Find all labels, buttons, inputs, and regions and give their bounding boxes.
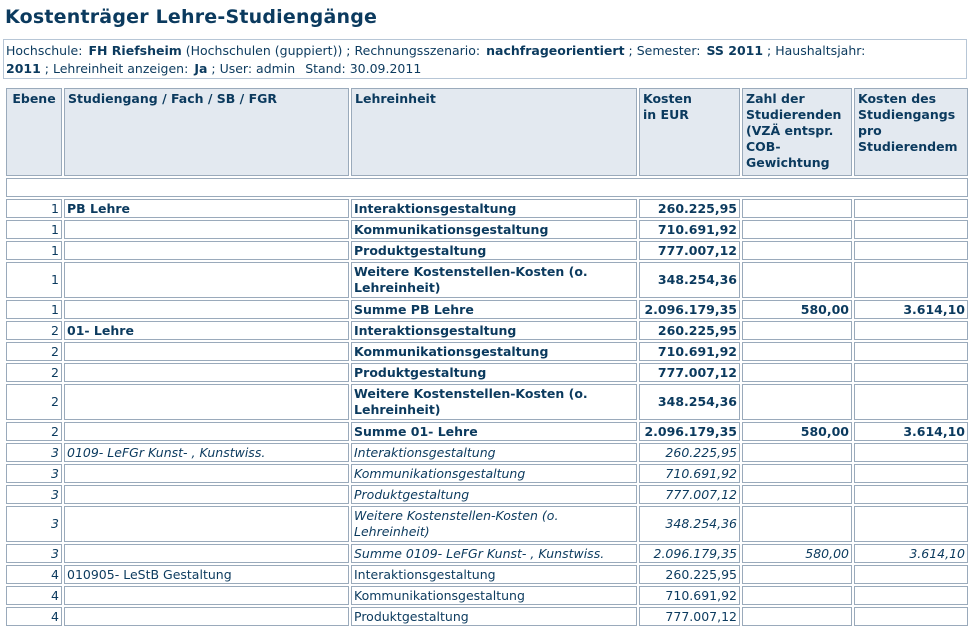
- header-kosten-line: Kosten: [643, 91, 692, 106]
- cell-ebene: 3: [6, 464, 62, 483]
- lehreinheit-label: ; Lehreinheit anzeigen:: [44, 61, 189, 76]
- semester-label: ; Semester:: [628, 43, 701, 58]
- cell-kosten: 777.007,12: [639, 607, 740, 626]
- cell-lehreinheit: Interaktionsgestaltung: [351, 565, 637, 584]
- cell-zahl: [742, 443, 852, 462]
- cell-kosten: 777.007,12: [639, 485, 740, 504]
- table-row: [6, 199, 968, 218]
- table-row: [6, 422, 968, 441]
- cell-ebene: 2: [6, 422, 62, 441]
- table-row: [6, 586, 968, 605]
- cell-zahl: [742, 506, 852, 542]
- cell-studiengang: 010905- LeStB Gestaltung: [64, 565, 349, 584]
- stand-label: Stand: 30.09.2011: [305, 61, 422, 76]
- table-row: [6, 384, 968, 420]
- cell-kps: 3.614,10: [854, 544, 968, 563]
- cell-kosten: 348.254,36: [639, 262, 740, 298]
- cell-ebene: 3: [6, 544, 62, 563]
- cell-zahl: 580,00: [742, 544, 852, 563]
- cell-lehreinheit: Weitere Kostenstellen-Kosten (o. Lehreinheit): [351, 384, 637, 420]
- cell-studiengang: [64, 464, 349, 483]
- cell-kosten: 260.225,95: [639, 199, 740, 218]
- cell-ebene: 3: [6, 485, 62, 504]
- szenario-value: nachfrageorientiert: [486, 43, 625, 58]
- header-kps-line: pro: [858, 123, 882, 138]
- cell-kosten: 260.225,95: [639, 443, 740, 462]
- cell-kps: [854, 586, 968, 605]
- header-lehreinheit[interactable]: Lehreinheit: [351, 88, 637, 176]
- cell-lehreinheit: Weitere Kostenstellen-Kosten (o. Lehreinheit): [351, 262, 637, 298]
- cell-ebene: 3: [6, 506, 62, 542]
- cell-zahl: [742, 241, 852, 260]
- header-zahl-studierende[interactable]: [742, 88, 852, 176]
- cell-ebene: 2: [6, 321, 62, 340]
- table-row: [6, 506, 968, 542]
- cell-kps: 3.614,10: [854, 422, 968, 441]
- cell-lehreinheit: Summe 01- Lehre: [351, 422, 637, 441]
- haushalt-label: ; Haushaltsjahr:: [767, 43, 866, 58]
- cell-kps: [854, 607, 968, 626]
- table-row: [6, 565, 968, 584]
- table-row: [6, 363, 968, 382]
- header-kosten-line: in EUR: [643, 107, 689, 122]
- cell-kosten: 348.254,36: [639, 506, 740, 542]
- cell-kps: [854, 363, 968, 382]
- cell-zahl: [742, 199, 852, 218]
- table-row: [6, 220, 968, 239]
- cell-kps: [854, 384, 968, 420]
- cell-lehreinheit: Produktgestaltung: [351, 241, 637, 260]
- cell-zahl: 580,00: [742, 422, 852, 441]
- cell-ebene: 2: [6, 342, 62, 361]
- cell-studiengang: [64, 544, 349, 563]
- cell-zahl: [742, 384, 852, 420]
- table-row: [6, 607, 968, 626]
- cell-studiengang: [64, 300, 349, 319]
- cell-ebene: 1: [6, 199, 62, 218]
- cell-kosten: 2.096.179,35: [639, 422, 740, 441]
- header-kosten-pro-studierendem[interactable]: [854, 88, 968, 176]
- cell-lehreinheit: Produktgestaltung: [351, 607, 637, 626]
- cell-studiengang: [64, 586, 349, 605]
- semester-value: SS 2011: [706, 43, 764, 58]
- haushalt-value: 2011: [6, 61, 41, 76]
- cell-kps: [854, 199, 968, 218]
- cell-kosten: 260.225,95: [639, 321, 740, 340]
- table-row: [6, 342, 968, 361]
- cell-lehreinheit: Kommunikationsgestaltung: [351, 220, 637, 239]
- cell-lehreinheit: Kommunikationsgestaltung: [351, 464, 637, 483]
- table-row: [6, 321, 968, 340]
- hochschule-label: Hochschule:: [6, 43, 83, 58]
- cell-studiengang: [64, 342, 349, 361]
- cell-kosten: 348.254,36: [639, 384, 740, 420]
- table-row: [6, 443, 968, 462]
- cost-table: [4, 86, 970, 628]
- cell-kps: [854, 485, 968, 504]
- cell-kps: [854, 443, 968, 462]
- cell-kps: [854, 321, 968, 340]
- cell-zahl: [742, 586, 852, 605]
- lehreinheit-value: Ja: [194, 61, 208, 76]
- cell-lehreinheit: Summe 0109- LeFGr Kunst- , Kunstwiss.: [351, 544, 637, 563]
- header-kosten[interactable]: [639, 88, 740, 176]
- header-kps-line: Studiengangs: [858, 107, 956, 122]
- cell-ebene: 3: [6, 443, 62, 462]
- report-parameters: [3, 39, 967, 79]
- cell-studiengang: 01- Lehre: [64, 321, 349, 340]
- cell-kps: [854, 565, 968, 584]
- cell-studiengang: [64, 384, 349, 420]
- cell-zahl: [742, 464, 852, 483]
- table-row: [6, 544, 968, 563]
- cell-kps: [854, 464, 968, 483]
- cell-zahl: [742, 262, 852, 298]
- header-spacer: [6, 178, 968, 197]
- cell-lehreinheit: Produktgestaltung: [351, 363, 637, 382]
- cell-zahl: [742, 321, 852, 340]
- cell-zahl: [742, 342, 852, 361]
- header-zahl-line: Gewichtung: [746, 155, 830, 170]
- cell-studiengang: [64, 363, 349, 382]
- header-kps-line: Kosten des: [858, 91, 937, 106]
- cell-ebene: 2: [6, 384, 62, 420]
- header-zahl-line: Studierenden: [746, 107, 842, 122]
- cell-lehreinheit: Kommunikationsgestaltung: [351, 342, 637, 361]
- hochschule-note: (Hochschulen (guppiert)) ;: [185, 43, 351, 58]
- cell-lehreinheit: Interaktionsgestaltung: [351, 443, 637, 462]
- table-header-row: [6, 88, 968, 176]
- user-label: ; User: admin: [211, 61, 296, 76]
- cell-kosten: 260.225,95: [639, 565, 740, 584]
- cell-kosten: 777.007,12: [639, 241, 740, 260]
- cell-ebene: 2: [6, 363, 62, 382]
- page-title: Kostenträger Lehre-Studiengänge: [5, 6, 378, 28]
- cell-kps: [854, 220, 968, 239]
- header-zahl-line: Zahl der: [746, 91, 805, 106]
- cell-zahl: [742, 363, 852, 382]
- cell-ebene: 4: [6, 586, 62, 605]
- cell-lehreinheit: Kommunikationsgestaltung: [351, 586, 637, 605]
- cell-kps: 3.614,10: [854, 300, 968, 319]
- cell-ebene: 4: [6, 607, 62, 626]
- table-row: [6, 262, 968, 298]
- spacer-cell: [6, 178, 968, 197]
- cell-zahl: [742, 485, 852, 504]
- cell-studiengang: 0109- LeFGr Kunst- , Kunstwiss.: [64, 443, 349, 462]
- cell-lehreinheit: Interaktionsgestaltung: [351, 199, 637, 218]
- cell-ebene: 1: [6, 262, 62, 298]
- cell-zahl: 580,00: [742, 300, 852, 319]
- header-zahl-line: COB-: [746, 139, 781, 154]
- cell-kps: [854, 506, 968, 542]
- cell-kosten: 710.691,92: [639, 220, 740, 239]
- header-kps-line: Studierendem: [858, 139, 958, 154]
- cell-lehreinheit: Weitere Kostenstellen-Kosten (o. Lehreinheit): [351, 506, 637, 542]
- cell-kosten: 2.096.179,35: [639, 300, 740, 319]
- cell-zahl: [742, 607, 852, 626]
- cell-ebene: 1: [6, 220, 62, 239]
- cell-zahl: [742, 565, 852, 584]
- cell-kps: [854, 241, 968, 260]
- cell-kps: [854, 262, 968, 298]
- cell-ebene: 1: [6, 241, 62, 260]
- cell-studiengang: PB Lehre: [64, 199, 349, 218]
- cell-studiengang: [64, 422, 349, 441]
- header-zahl-line: (VZÄ entspr.: [746, 123, 834, 138]
- cell-zahl: [742, 220, 852, 239]
- table-row: [6, 464, 968, 483]
- cell-ebene: 4: [6, 565, 62, 584]
- table-row: [6, 241, 968, 260]
- cell-studiengang: [64, 262, 349, 298]
- cell-kps: [854, 342, 968, 361]
- header-studiengang[interactable]: Studiengang / Fach / SB / FGR: [64, 88, 349, 176]
- cell-studiengang: [64, 241, 349, 260]
- cell-lehreinheit: Interaktionsgestaltung: [351, 321, 637, 340]
- cell-kosten: 2.096.179,35: [639, 544, 740, 563]
- cell-lehreinheit: Produktgestaltung: [351, 485, 637, 504]
- cell-ebene: 1: [6, 300, 62, 319]
- hochschule-value: FH Riefsheim: [88, 43, 182, 58]
- cell-kosten: 710.691,92: [639, 342, 740, 361]
- cell-kosten: 777.007,12: [639, 363, 740, 382]
- cell-lehreinheit: Summe PB Lehre: [351, 300, 637, 319]
- cell-kosten: 710.691,92: [639, 586, 740, 605]
- szenario-label: Rechnungsszenario:: [354, 43, 481, 58]
- header-ebene[interactable]: Ebene: [6, 88, 62, 176]
- cell-kosten: 710.691,92: [639, 464, 740, 483]
- cell-studiengang: [64, 607, 349, 626]
- cell-studiengang: [64, 485, 349, 504]
- table-row: [6, 300, 968, 319]
- cell-studiengang: [64, 220, 349, 239]
- cell-studiengang: [64, 506, 349, 542]
- table-row: [6, 485, 968, 504]
